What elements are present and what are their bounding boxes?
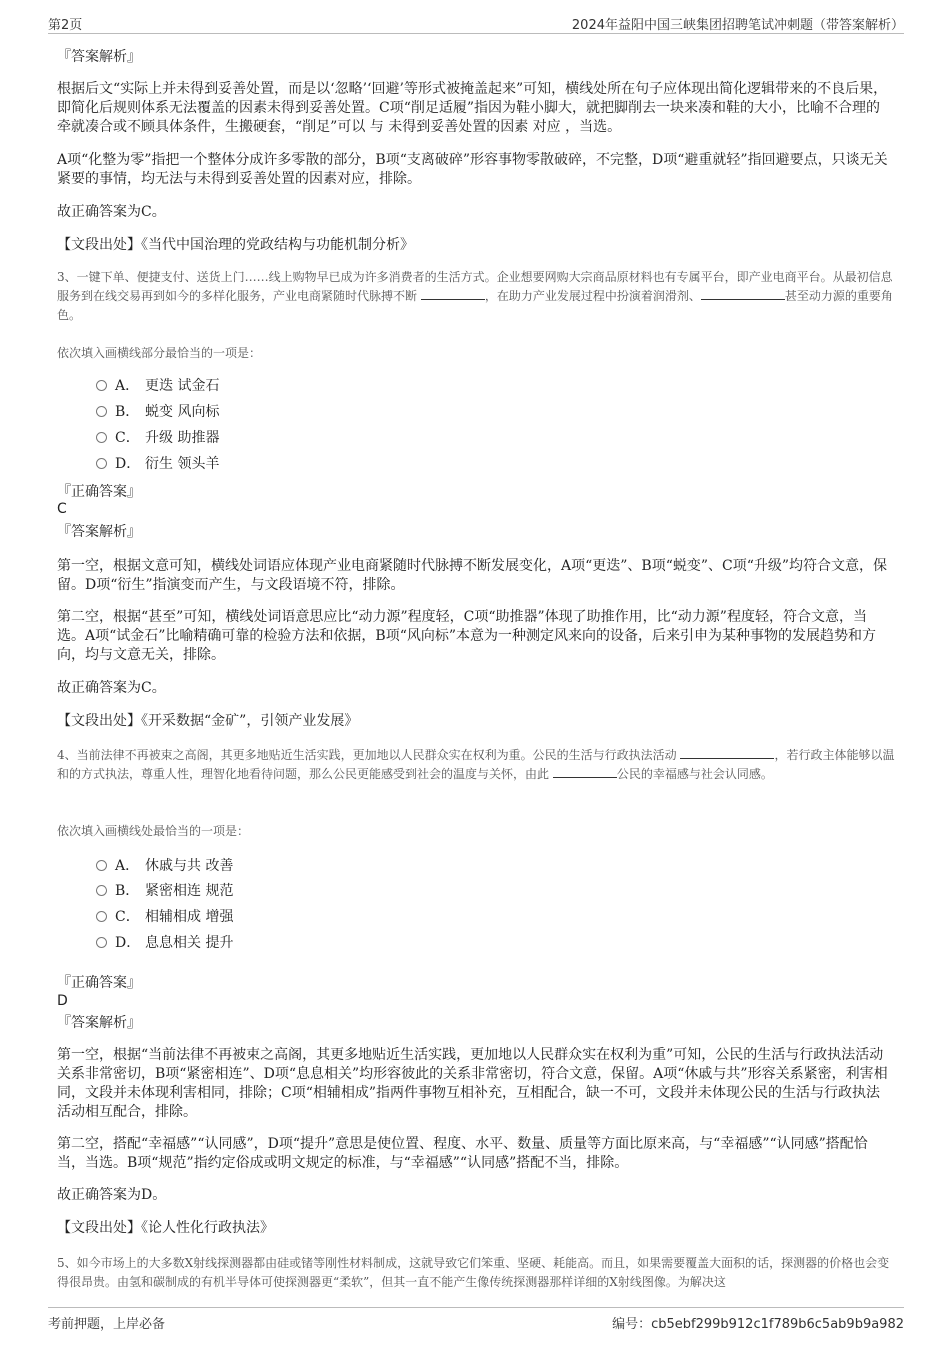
q3-answer: C (57, 501, 67, 517)
q4-blank-1 (680, 746, 774, 759)
q3-prompt: 依次填入画横线部分最恰当的一项是： (57, 346, 262, 360)
q4-stem: 4、当前法律不再被束之高阁，其更多地贴近生活实践，更加地以人民群众实在权利为重。公民的生活与行政执法活动 ，若行政主体能够以温和的方式执法，尊重人性，理智化地看待问题，那么公民更能感受到社会的温度与关怀，由此 公民的幸福感与社会认同感。 (57, 748, 895, 781)
q3-analysis-label: 『答案解析』 (57, 524, 141, 540)
q3-option-c[interactable]: C． 升级 助推器 (96, 428, 219, 448)
q4-blank-2 (553, 765, 617, 778)
radio-icon[interactable] (96, 406, 107, 417)
q3-analysis-para-1: 第一空，根据文意可知，横线处词语应体现产业电商紧随时代脉搏不断发展变化，A项“更迭”、B项“蜕变”、C项“升级”均符合文意，保留。D项“衍生”指演变而产生，与文段语境不符，排除。 (57, 558, 888, 593)
radio-icon[interactable] (96, 937, 107, 948)
header-divider (48, 33, 904, 34)
q3-option-b[interactable]: B． 蜕变 风向标 (96, 402, 219, 422)
prev-conclusion: 故正确答案为C。 (57, 204, 166, 220)
prev-analysis-para-2: A项“化整为零”指把一个整体分成许多零散的部分，B项“支离破碎”形容事物零散破碎，不完整，D项“避重就轻”指回避要点，只谈无关紧要的事情，均无法与未得到妥善处置的因素对应，排除。 (57, 152, 888, 187)
q4-option-c[interactable]: C． 相辅相成 增强 (96, 907, 233, 927)
q4-source: 【文段出处】《论人性化行政执法》 (57, 1220, 274, 1236)
prev-analysis-para-1: 根据后文“实际上并未得到妥善处置，而是以‘忽略’‘回避’等形式被掩盖起来”可知，横线处所在句子应体现出简化逻辑带来的不良后果，即简化后规则体系无法覆盖的因素未得到妥善处置。C项“削足适履”指因为鞋小脚大，就把脚削去一块来凑和鞋的大小，比喻不合理的牵就凑合或不顾具体条件，生搬硬套，“削足”可以 与 未得到妥善处置的因素 对应 ，当选。 (57, 81, 888, 135)
radio-icon[interactable] (96, 380, 107, 391)
radio-icon[interactable] (96, 458, 107, 469)
footer-slogan: 考前押题，上岸必备 (48, 1317, 166, 1332)
q4-option-d[interactable]: D． 息息相关 提升 (96, 933, 233, 953)
radio-icon[interactable] (96, 911, 107, 922)
q4-analysis-label: 『答案解析』 (57, 1015, 141, 1031)
q4-option-a[interactable]: A． 休戚与共 改善 (96, 856, 233, 876)
q5-stem: 5、如今市场上的大多数X射线探测器都由硅或锗等刚性材料制成，这就导致它们笨重、坚硬、耗能高。而且，如果需要覆盖大面积的话，探测器的价格也会变得很昂贵。由氢和碳制成的有机半导体可使探测器更“柔软”，但其一直不能产生像传统探测器那样详细的X射线图像。为解决这 (57, 1256, 890, 1289)
q4-prompt: 依次填入画横线处最恰当的一项是： (57, 824, 250, 838)
q3-option-d[interactable]: D． 衍生 领头羊 (96, 454, 219, 474)
document-code: 编号：cb5ebf299b912c1f789b6c5ab9b9a982 (612, 1317, 904, 1332)
q4-conclusion: 故正确答案为D。 (57, 1187, 167, 1203)
document-title: 2024年益阳中国三峡集团招聘笔试冲刺题（带答案解析） (571, 18, 904, 33)
q4-analysis-para-1: 第一空，根据“当前法律不再被束之高阁，其更多地贴近生活实践，更加地以人民群众实在权利为重”可知，公民的生活与行政执法活动关系非常密切，B项“紧密相连”、D项“息息相关”均形容彼此的关系非常密切，符合文意，保留。A项“休戚与共”形容关系紧密，利害相同，文段并未体现利害相同，排除；C项“相辅相成”指两件事物互相补充，互相配合，缺一不可，文段并未体现公民的生活与行政执法活动相互配合，排除。 (57, 1047, 888, 1120)
page-header (48, 14, 904, 34)
prev-analysis-label: 『答案解析』 (57, 49, 141, 65)
q3-source: 【文段出处】《开采数据“金矿”，引领产业发展》 (57, 713, 359, 729)
q4-correct-label: 『正确答案』 (57, 975, 141, 991)
q3-option-a[interactable]: A． 更迭 试金石 (96, 376, 219, 396)
prev-source: 【文段出处】《当代中国治理的党政结构与功能机制分析》 (57, 237, 414, 253)
q4-answer: D (57, 993, 68, 1009)
footer-divider (48, 1307, 904, 1308)
q3-conclusion: 故正确答案为C。 (57, 680, 166, 696)
radio-icon[interactable] (96, 885, 107, 896)
q3-blank-2 (701, 287, 785, 300)
q3-correct-label: 『正确答案』 (57, 484, 141, 500)
radio-icon[interactable] (96, 432, 107, 443)
q3-stem: 3、一键下单、便捷支付、送货上门……线上购物早已成为许多消费者的生活方式。企业想要网购大宗商品原材料也有专属平台，即产业电商平台。从最初信息服务到在线交易再到如今的多样化服务，产业电商紧随时代脉搏不断 ，在助力产业发展过程中扮演着润滑剂、 甚至动力源的重要角色。 (57, 270, 893, 322)
page-footer (48, 1313, 904, 1332)
q3-blank-1 (421, 287, 485, 300)
page-number: 第2页 (48, 18, 83, 33)
q4-option-b[interactable]: B． 紧密相连 规范 (96, 881, 233, 901)
q3-analysis-para-2: 第二空，根据“甚至”可知，横线处词语意思应比“动力源”程度轻，C项“助推器”体现了助推作用，比“动力源”程度轻，符合文意，当选。A项“试金石”比喻精确可靠的检验方法和依据，B项“风向标”本意为一种测定风来向的设备，后来引申为某种事物的发展趋势和方向，均与文意无关，排除。 (57, 609, 877, 663)
radio-icon[interactable] (96, 860, 107, 871)
q4-analysis-para-2: 第二空，搭配“幸福感”“认同感”，D项“提升”意思是使位置、程度、水平、数量、质量等方面比原来高，与“幸福感”“认同感”搭配恰当，当选。B项“规范”指约定俗成或明文规定的标准，与“幸福感”“认同感”搭配不当，排除。 (57, 1136, 868, 1171)
